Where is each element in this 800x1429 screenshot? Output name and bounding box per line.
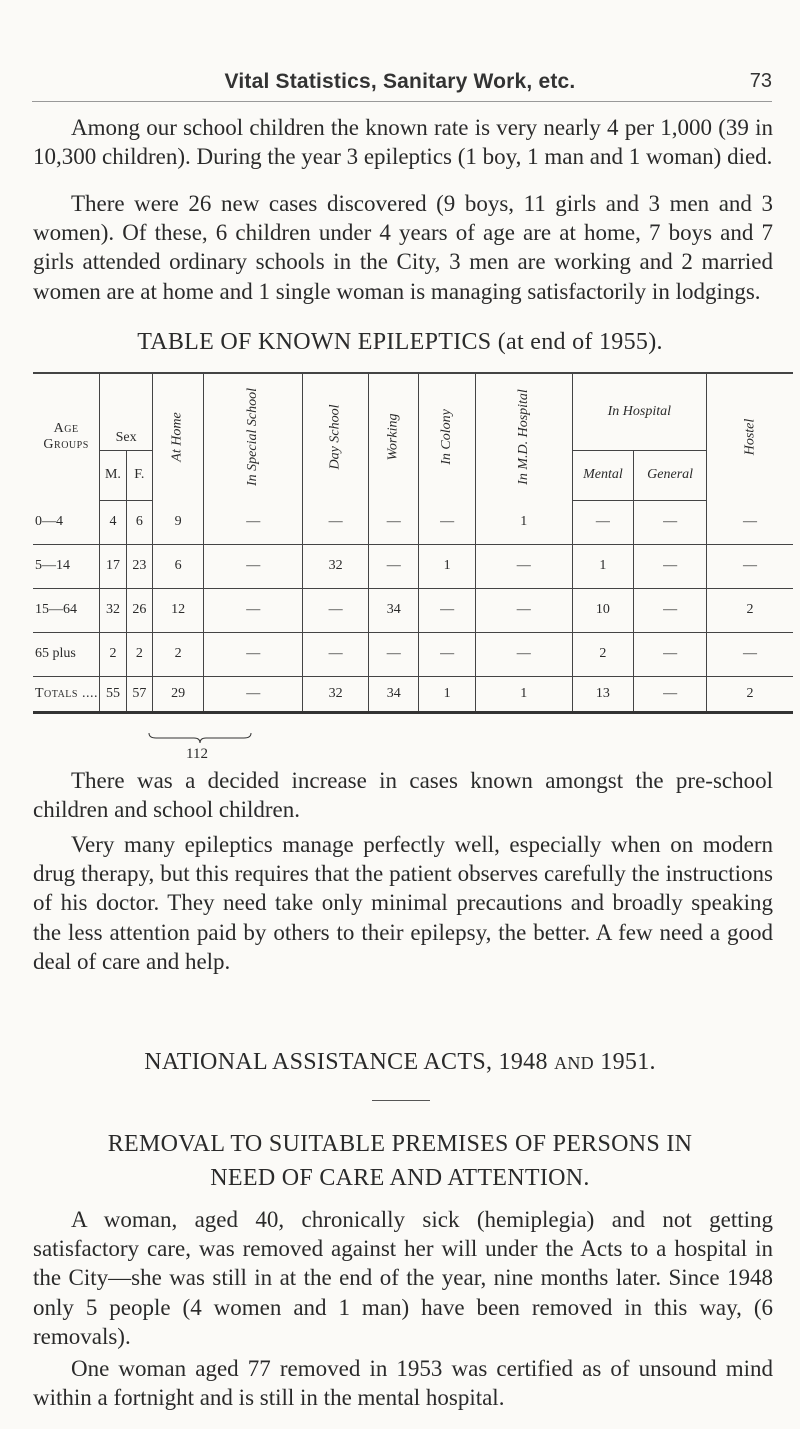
total-mental: 13 — [572, 676, 634, 712]
cell-md: — — [475, 588, 572, 632]
header-day-school: Day School — [303, 373, 369, 500]
header-in-hospital: In Hospital — [572, 373, 706, 450]
cell-home: 2 — [152, 632, 203, 676]
cell-working: — — [369, 500, 419, 544]
header-rule — [32, 101, 772, 102]
header-hostel: Hostel — [707, 373, 794, 500]
header-general: General — [634, 450, 707, 500]
age-group: 15—64 — [33, 588, 100, 632]
cell-general: — — [634, 632, 707, 676]
paragraph-school-rate: Among our school children the known rate is very nearly 4 per 1,000 (39 in 10,300 children). During the year 3 epileptics (1 boy, 1 man and 1 woman) died. — [33, 115, 773, 170]
header-md-hospital: In M.D. Hospital — [475, 373, 572, 500]
sex-total: 112 — [186, 746, 208, 762]
cell-home: 9 — [152, 500, 203, 544]
cell-female: 26 — [126, 588, 152, 632]
cell-working: — — [369, 632, 419, 676]
table-row — [33, 544, 793, 588]
cell-mental: 2 — [572, 632, 634, 676]
table-row — [33, 588, 793, 632]
cell-home: 6 — [152, 544, 203, 588]
cell-colony: — — [419, 500, 476, 544]
cell-male: 32 — [100, 588, 127, 632]
epileptics-table — [33, 372, 793, 714]
cell-hostel: 2 — [707, 588, 794, 632]
header-age-groups: Age Groups — [33, 373, 100, 500]
header-colony: In Colony — [419, 373, 476, 500]
header-working: Working — [369, 373, 419, 500]
cell-day: — — [303, 632, 369, 676]
page-number: 73 — [749, 70, 772, 92]
section-divider — [372, 1100, 430, 1101]
cell-md: — — [475, 632, 572, 676]
cell-hostel: — — [707, 500, 794, 544]
header-male: M. — [100, 450, 127, 500]
cell-hostel: — — [707, 544, 794, 588]
header-special-school: In Special School — [204, 373, 303, 500]
total-female: 57 — [126, 676, 152, 712]
table-row — [33, 500, 793, 544]
table-row — [33, 632, 793, 676]
cell-female: 2 — [126, 632, 152, 676]
totals-label: Totals .... — [33, 676, 100, 712]
running-title: Vital Statistics, Sanitary Work, etc. — [224, 70, 576, 93]
page-header — [0, 70, 800, 100]
cell-md: 1 — [475, 500, 572, 544]
cell-general: — — [634, 500, 707, 544]
paragraph-new-cases: There were 26 new cases discovered (9 boys, 11 girls and 3 men and 3 women). Of these, 6 children under 4 years of age are at home, 7 boys and 7 girls attended ordinary schools in the City, 3 men are working and 2 married women are at home and 1 single woman is managing satisfactorily in lodgings. — [33, 191, 773, 304]
cell-female: 23 — [126, 544, 152, 588]
total-home: 29 — [152, 676, 203, 712]
age-group: 0—4 — [33, 500, 100, 544]
cell-working: — — [369, 544, 419, 588]
heading-national-assistance: NATIONAL ASSISTANCE ACTS, 1948 AND 1951. — [144, 1049, 656, 1075]
header-sex: Sex — [100, 373, 153, 450]
cell-home: 12 — [152, 588, 203, 632]
cell-mental: — — [572, 500, 634, 544]
total-special: — — [204, 676, 303, 712]
age-group: 65 plus — [33, 632, 100, 676]
total-male: 55 — [100, 676, 127, 712]
header-female: F. — [126, 450, 152, 500]
paragraph-drug-therapy: Very many epileptics manage perfectly well, especially when on modern drug therapy, but this requires that the patient observes carefully the instructions of his doctor. They need take only minimal precautions and broadly speaking the less attention paid by others to their epilepsy, the better. A few need a good deal of care and help. — [33, 832, 773, 974]
cell-male: 17 — [100, 544, 127, 588]
table-title: TABLE OF KNOWN EPILEPTICS (at end of 1955). — [137, 329, 663, 355]
cell-female: 6 — [126, 500, 152, 544]
age-group: 5—14 — [33, 544, 100, 588]
heading-removal-line-2: NEED OF CARE AND ATTENTION. — [210, 1165, 590, 1191]
cell-colony: — — [419, 632, 476, 676]
cell-mental: 10 — [572, 588, 634, 632]
cell-male: 2 — [100, 632, 127, 676]
header-mental: Mental — [572, 450, 634, 500]
cell-special: — — [204, 632, 303, 676]
cell-day: — — [303, 500, 369, 544]
cell-md: — — [475, 544, 572, 588]
cell-mental: 1 — [572, 544, 634, 588]
cell-day: — — [303, 588, 369, 632]
totals-row — [33, 676, 793, 712]
cell-general: — — [634, 544, 707, 588]
paragraph-increase: There was a decided increase in cases known amongst the pre-school children and school children. — [33, 768, 773, 823]
paragraph-unsound-mind: One woman aged 77 removed in 1953 was certified as of unsound mind within a fortnight and is still in the mental hospital. — [33, 1356, 773, 1411]
cell-day: 32 — [303, 544, 369, 588]
total-hostel: 2 — [707, 676, 794, 712]
cell-hostel: — — [707, 632, 794, 676]
cell-special: — — [204, 544, 303, 588]
total-working: 34 — [369, 676, 419, 712]
cell-general: — — [634, 588, 707, 632]
heading-removal-line-1: REMOVAL TO SUITABLE PREMISES OF PERSONS IN — [107, 1131, 693, 1157]
cell-working: 34 — [369, 588, 419, 632]
sex-total-brace-icon — [148, 733, 252, 743]
total-general: — — [634, 676, 707, 712]
cell-colony: — — [419, 588, 476, 632]
cell-colony: 1 — [419, 544, 476, 588]
total-colony: 1 — [419, 676, 476, 712]
total-day: 32 — [303, 676, 369, 712]
header-at-home: At Home — [152, 373, 203, 500]
total-md: 1 — [475, 676, 572, 712]
cell-male: 4 — [100, 500, 127, 544]
cell-special: — — [204, 588, 303, 632]
paragraph-removal-case: A woman, aged 40, chronically sick (hemiplegia) and not getting satisfactory care, was removed against her will under the Acts to a hospital in the City—she was still in at the end of the year, nine months later. Since 1948 only 5 people (4 women and 1 man) have been removed in this way, (6 removals). — [33, 1207, 773, 1349]
cell-special: — — [204, 500, 303, 544]
